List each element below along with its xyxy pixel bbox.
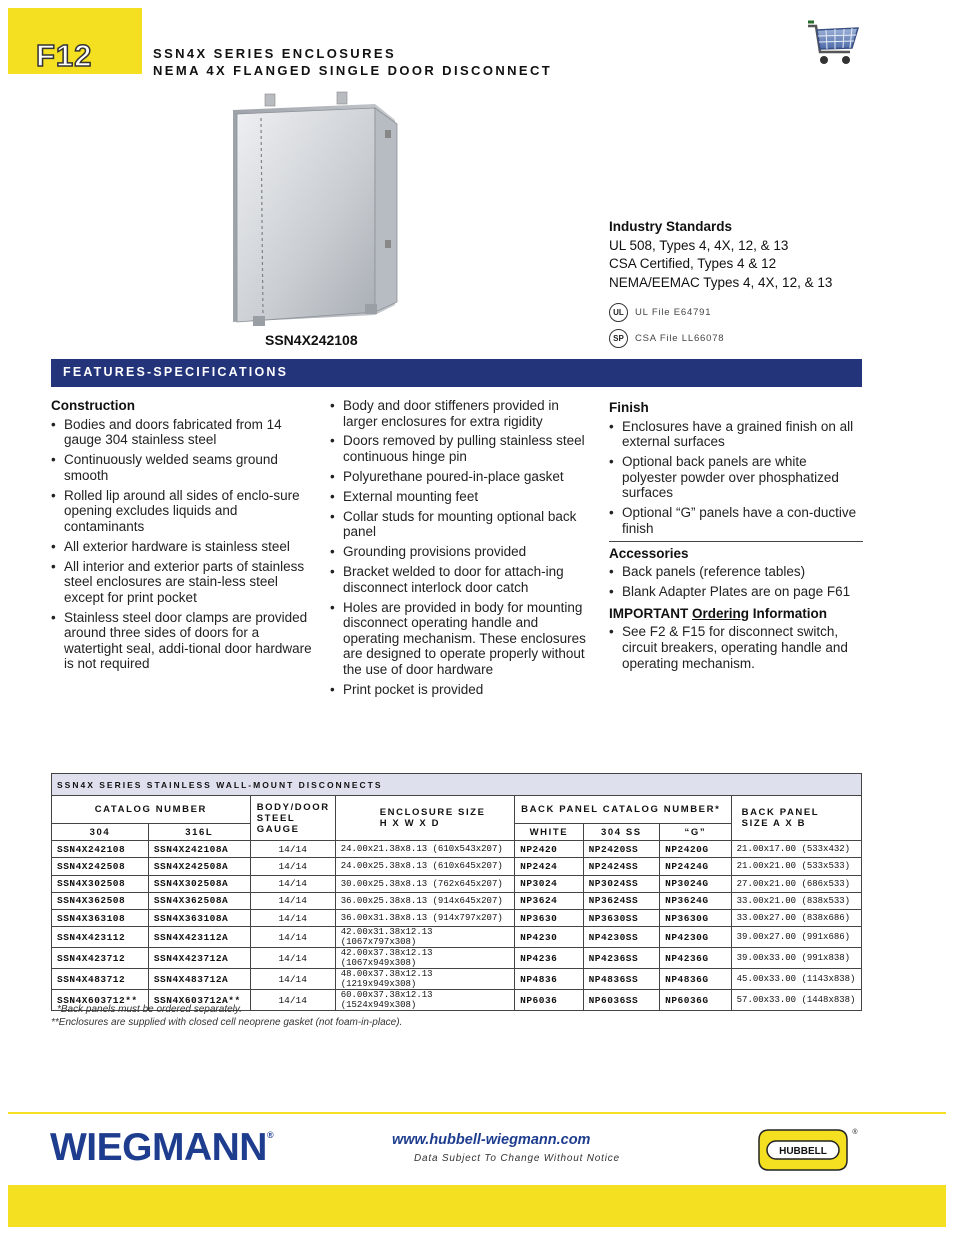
- hubbell-mark: ®: [852, 1129, 858, 1136]
- cell-304ss: NP6036SS: [583, 990, 660, 1011]
- cell-back-panel-size: 33.00x21.00 (838x533): [731, 892, 861, 909]
- change-notice: Data Subject To Change Without Notice: [414, 1153, 620, 1164]
- list-item: • Stainless steel door clamps are provided around three sides of doors for a watertight seal, addi-tional door hardware is not required: [51, 610, 313, 672]
- cell-304: SSN4X603712**: [52, 990, 149, 1011]
- header-size-1: ENCLOSURE SIZE: [379, 807, 486, 819]
- cell-304: SSN4X242508: [52, 858, 149, 875]
- cell-white: NP4230: [515, 927, 583, 948]
- cell-enclosure-size: 30.00x25.38x8.13 (762x645x207): [335, 875, 514, 892]
- ordering-section: [609, 606, 863, 671]
- cell-enclosure-size: 60.00x37.38x12.13 (1524x949x308): [335, 990, 514, 1011]
- cell-316l: SSN4X363108A: [148, 909, 250, 926]
- header-gauge-1: BODY/DOOR: [256, 801, 330, 813]
- cell-gauge: 14/14: [250, 858, 335, 875]
- cell-304: SSN4X362508: [52, 892, 149, 909]
- table-body: [52, 841, 862, 1011]
- cell-back-panel-size: 33.00x27.00 (838x686): [731, 909, 861, 926]
- cell-white: NP3630: [515, 909, 583, 926]
- footer-divider: [8, 1112, 946, 1114]
- cell-gauge: 14/14: [250, 875, 335, 892]
- list-item: • Polyurethane poured-in-place gasket: [330, 469, 590, 485]
- cell-enclosure-size: 48.00x37.38x12.13 (1219x949x308): [335, 969, 514, 990]
- csa-certified-icon: SP: [609, 329, 628, 348]
- list-item: • Print pocket is provided: [330, 682, 590, 698]
- table-row: [52, 969, 862, 990]
- cell-316l: SSN4X603712A**: [148, 990, 250, 1011]
- header-304: 304: [52, 824, 149, 841]
- cell-back-panel-size: 39.00x27.00 (991x686): [731, 927, 861, 948]
- finish-section: [609, 398, 863, 536]
- website-link[interactable]: www.hubbell-wiegmann.com: [392, 1132, 591, 1148]
- standard-line: NEMA/EEMAC Types 4, 4X, 12, & 13: [609, 274, 833, 290]
- csa-certification: [609, 329, 724, 348]
- footnote: **Enclosures are supplied with closed cell neoprene gasket (not foam-in-place).: [51, 1017, 403, 1028]
- cell-316l: SSN4X302508A: [148, 875, 250, 892]
- ordering-title: [609, 606, 863, 622]
- cell-gauge: 14/14: [250, 927, 335, 948]
- ordering-title-b: Ordering: [692, 605, 750, 621]
- table-row: [52, 909, 862, 926]
- table-title-row: [52, 774, 862, 796]
- cell-g: NP2424G: [660, 858, 732, 875]
- table-row: [52, 841, 862, 858]
- cell-back-panel-size: 21.00x21.00 (533x533): [731, 858, 861, 875]
- table-row: [52, 948, 862, 969]
- header-bp-size-2: SIZE A X B: [741, 818, 807, 830]
- list-item: • Grounding provisions provided: [330, 544, 590, 560]
- cell-g: NP4230G: [660, 927, 732, 948]
- header-title: [153, 45, 552, 79]
- cell-enclosure-size: 36.00x31.38x8.13 (914x797x207): [335, 909, 514, 926]
- list-item: • Rolled lip around all sides of enclo-sure opening excludes liquids and contaminants: [51, 488, 313, 535]
- page-number: F12: [36, 38, 93, 73]
- header-catalog-number: CATALOG NUMBER: [52, 796, 251, 824]
- footnote: *Back panels must be ordered separately.: [57, 1004, 242, 1015]
- cell-304ss: NP3630SS: [583, 909, 660, 926]
- list-item: • Bracket welded to door for attach-ing disconnect interlock door catch: [330, 564, 590, 595]
- list-item: • Bodies and doors fabricated from 14 gauge 304 stainless steel: [51, 417, 313, 448]
- cell-304: SSN4X242108: [52, 841, 149, 858]
- industry-standards: [609, 218, 832, 292]
- csa-file-number: CSA File LL66078: [635, 333, 725, 344]
- features-bar-label: FEATURES-SPECIFICATIONS: [63, 365, 289, 379]
- accessories-section: [609, 541, 863, 600]
- cell-316l: SSN4X483712A: [148, 969, 250, 990]
- hubbell-logo-text: HUBBELL: [779, 1146, 827, 1157]
- list-item: • All exterior hardware is stainless steel: [51, 539, 313, 555]
- logo-text: WIEGMANN: [50, 1126, 267, 1169]
- construction-title: Construction: [51, 398, 135, 413]
- cell-back-panel-size: 45.00x33.00 (1143x838): [731, 969, 861, 990]
- header-304ss: 304 SS: [583, 824, 660, 841]
- cell-enclosure-size: 36.00x25.38x8.13 (914x645x207): [335, 892, 514, 909]
- header-316l: 316L: [148, 824, 250, 841]
- cell-316l: SSN4X423712A: [148, 948, 250, 969]
- cell-white: NP6036: [515, 990, 583, 1011]
- list-item: • Body and door stiffeners provided in larger enclosures for extra rigidity: [330, 398, 590, 429]
- list-item: • Collar studs for mounting optional back panel: [330, 509, 590, 540]
- cell-g: NP4236G: [660, 948, 732, 969]
- header-line-1: SSN4X SERIES ENCLOSURES: [153, 46, 397, 61]
- list-item: • Optional back panels are white polyester powder over phosphatized surfaces: [609, 454, 863, 501]
- bottom-bar: [8, 1185, 946, 1227]
- footnotes: [51, 1003, 402, 1029]
- list-item: • All interior and exterior parts of stainless steel enclosures are stain-less steel except for print pocket: [51, 559, 313, 606]
- cell-304ss: NP2424SS: [583, 858, 660, 875]
- cell-304: SSN4X423712: [52, 948, 149, 969]
- cell-316l: SSN4X242108A: [148, 841, 250, 858]
- cell-316l: SSN4X242508A: [148, 858, 250, 875]
- ordering-title-a: IMPORTANT: [609, 605, 692, 621]
- construction-column-2: [330, 398, 590, 702]
- product-caption: SSN4X242108: [265, 332, 358, 348]
- cell-enclosure-size: 42.00x37.38x12.13 (1067x949x308): [335, 948, 514, 969]
- standard-line: CSA Certified, Types 4 & 12: [609, 256, 777, 271]
- cell-g: NP3024G: [660, 875, 732, 892]
- finish-column: [609, 398, 863, 675]
- list-item: • Enclosures have a grained finish on all external surfaces: [609, 419, 863, 450]
- construction-column: [51, 398, 313, 676]
- header-back-panel-catalog: BACK PANEL CATALOG NUMBER*: [515, 796, 732, 824]
- list-item: • Continuously welded seams ground smooth: [51, 452, 313, 483]
- cell-gauge: 14/14: [250, 948, 335, 969]
- cell-304: SSN4X363108: [52, 909, 149, 926]
- cell-gauge: 14/14: [250, 892, 335, 909]
- header-white: WHITE: [515, 824, 583, 841]
- cell-white: NP3624: [515, 892, 583, 909]
- cell-g: NP4836G: [660, 969, 732, 990]
- cell-white: NP3024: [515, 875, 583, 892]
- list-item: • Holes are provided in body for mounting disconnect operating handle and operating mechanism. These enclosures are designed to operate properly without the use of door hardware: [330, 600, 590, 678]
- cell-enclosure-size: 24.00x25.38x8.13 (610x645x207): [335, 858, 514, 875]
- header-gauge-2: STEEL GAUGE: [256, 812, 300, 835]
- construction-list-2: [330, 398, 590, 697]
- table-row: [52, 858, 862, 875]
- ordering-title-c: Information: [749, 605, 828, 621]
- cell-304ss: NP3624SS: [583, 892, 660, 909]
- cell-304: SSN4X423112: [52, 927, 149, 948]
- cell-gauge: 14/14: [250, 909, 335, 926]
- header-bp-size-1: BACK PANEL: [741, 807, 820, 819]
- ul-listed-icon: UL: [609, 303, 628, 322]
- cell-304: SSN4X302508: [52, 875, 149, 892]
- shopping-cart-icon[interactable]: [806, 18, 862, 68]
- cell-g: NP2420G: [660, 841, 732, 858]
- cell-back-panel-size: 39.00x33.00 (991x838): [731, 948, 861, 969]
- logo-mark: ®: [266, 1130, 274, 1140]
- cell-316l: SSN4X423112A: [148, 927, 250, 948]
- header-gauge: [250, 796, 335, 841]
- list-item: • Blank Adapter Plates are on page F61: [609, 584, 863, 600]
- header-back-panel-size: [731, 796, 861, 841]
- disconnects-table: [51, 773, 862, 1011]
- cell-white: NP2420: [515, 841, 583, 858]
- header-size-2: H X W X D: [379, 818, 441, 830]
- table-row: [52, 875, 862, 892]
- header-line-2: NEMA 4X FLANGED SINGLE DOOR DISCONNECT: [153, 63, 553, 78]
- standards-title: Industry Standards: [609, 219, 733, 234]
- cell-white: NP2424: [515, 858, 583, 875]
- product-photo: [225, 90, 410, 330]
- cell-316l: SSN4X362508A: [148, 892, 250, 909]
- header-enclosure-size: [335, 796, 514, 841]
- table-row: [52, 927, 862, 948]
- cell-enclosure-size: 24.00x21.38x8.13 (610x543x207): [335, 841, 514, 858]
- construction-list: [51, 417, 313, 672]
- page-tab: [8, 8, 142, 74]
- cell-enclosure-size: 42.00x31.38x12.13 (1067x797x308): [335, 927, 514, 948]
- cell-304ss: NP4836SS: [583, 969, 660, 990]
- list-item: • Optional “G” panels have a con-ductive finish: [609, 505, 863, 536]
- cell-back-panel-size: 27.00x21.00 (686x533): [731, 875, 861, 892]
- cell-304ss: NP4236SS: [583, 948, 660, 969]
- cell-g: NP6036G: [660, 990, 732, 1011]
- header-g: “G”: [660, 824, 732, 841]
- cell-304ss: NP2420SS: [583, 841, 660, 858]
- finish-title: Finish: [609, 400, 649, 415]
- accessories-title: Accessories: [609, 545, 689, 561]
- list-item: • See F2 & F15 for disconnect switch, circuit breakers, operating handle and operating mechanism.: [609, 624, 863, 671]
- standard-line: UL 508, Types 4, 4X, 12, & 13: [609, 237, 789, 253]
- cell-gauge: 14/14: [250, 990, 335, 1011]
- cell-304ss: NP4230SS: [583, 927, 660, 948]
- table-row: [52, 892, 862, 909]
- ul-certification: [609, 303, 711, 322]
- cell-304ss: NP3024SS: [583, 875, 660, 892]
- cell-gauge: 14/14: [250, 969, 335, 990]
- wiegmann-logo: [50, 1126, 273, 1170]
- features-specifications-bar: [51, 359, 862, 387]
- table-header-row: [52, 796, 862, 824]
- cell-gauge: 14/14: [250, 841, 335, 858]
- table-title: SSN4X SERIES STAINLESS WALL-MOUNT DISCONNECTS: [52, 774, 862, 796]
- list-item: • Doors removed by pulling stainless steel continuous hinge pin: [330, 433, 590, 464]
- cell-white: NP4836: [515, 969, 583, 990]
- hubbell-logo: [755, 1126, 859, 1174]
- cell-white: NP4236: [515, 948, 583, 969]
- cell-back-panel-size: 57.00x33.00 (1448x838): [731, 990, 861, 1011]
- cell-304: SSN4X483712: [52, 969, 149, 990]
- ul-file-number: UL File E64791: [635, 307, 712, 318]
- cell-g: NP3624G: [660, 892, 732, 909]
- list-item: • External mounting feet: [330, 489, 590, 505]
- cell-g: NP3630G: [660, 909, 732, 926]
- list-item: • Back panels (reference tables): [609, 564, 863, 580]
- cell-back-panel-size: 21.00x17.00 (533x432): [731, 841, 861, 858]
